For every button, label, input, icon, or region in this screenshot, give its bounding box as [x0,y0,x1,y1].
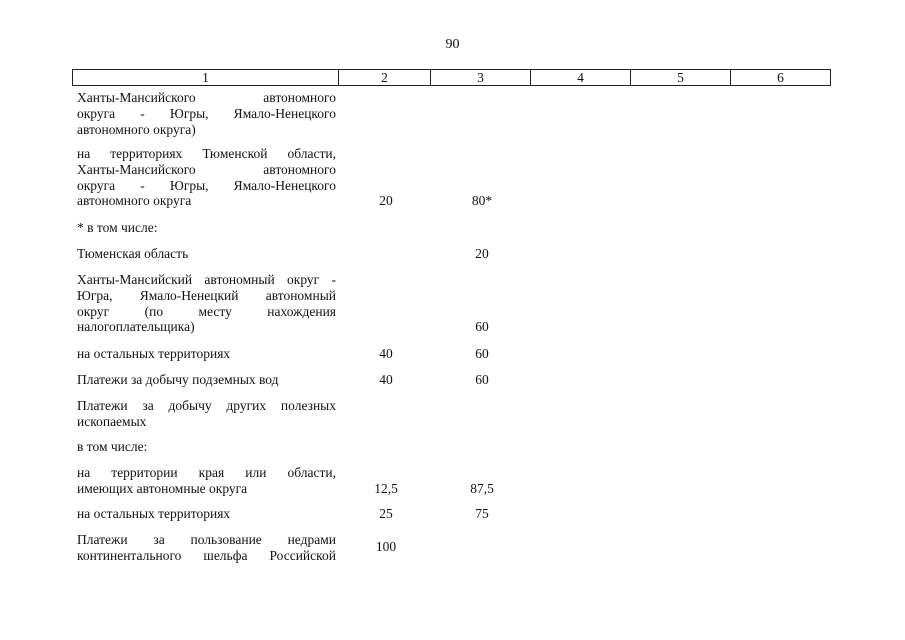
description-line: автономного округа) [77,121,196,137]
cell-col-3: 20 [475,246,489,261]
cell-col-2: 100 [375,539,397,555]
row-description [77,439,336,455]
description-line: * в том числе: [77,220,158,235]
cell-col-3: 80* [471,193,493,209]
description-line: округ (по месту нахождения [77,303,336,319]
description-line: Тюменская область [77,246,189,261]
row-description [77,465,336,497]
page-number: 90 [445,37,460,52]
cell-col-2: 40 [379,372,393,387]
cell-col-3: 75 [475,506,489,521]
header-cell-3: 3 [431,70,531,85]
description-line: на территории края или области, [77,465,336,480]
description-line: имеющих автономные округа [77,480,248,496]
description-line: Платежи за пользование недрами [77,532,336,547]
cell-col-2: 25 [379,506,393,521]
row-description [77,272,336,335]
row-description [77,506,336,522]
description-line: Платежи за добычу подземных вод [77,372,279,387]
description-line: округа - Югры, Ямало-Ненецкого [77,105,336,121]
cell-col-2: 20 [379,193,393,209]
description-line: ископаемых [77,413,147,429]
cell-col-3: 87,5 [470,480,494,496]
description-line: на остальных территориях [77,346,231,361]
description-line: на остальных территориях [77,506,231,521]
description-line: на территориях Тюменской области, [77,146,336,161]
description-line: в том числе: [77,439,148,454]
header-cell-1: 1 [73,70,339,85]
header-cell-6: 6 [777,70,784,85]
description-line: Ханты-Мансийский автономный округ - [77,272,336,287]
description-line: Ханты-Мансийского автономного [77,161,336,177]
table-header-row [72,69,831,86]
row-description [77,372,336,388]
header-cell-2: 2 [339,70,431,85]
description-line: Платежи за добычу других полезных [77,398,336,413]
row-description [77,90,336,137]
description-line: Югра, Ямало-Ненецкий автономный [77,287,336,303]
cell-col-3: 60 [475,372,489,387]
row-description [77,532,336,564]
description-line: Ханты-Мансийского автономного [77,90,336,105]
row-description [77,220,336,236]
row-description [77,246,336,262]
row-description [77,346,336,362]
description-line: автономного округа [77,193,192,209]
cell-col-2: 12,5 [374,480,398,496]
description-line: континентального шельфа Российской [77,547,336,563]
cell-col-3: 60 [475,319,489,335]
cell-col-2: 40 [379,346,393,361]
row-description [77,146,336,209]
description-line: округа - Югры, Ямало-Ненецкого [77,177,336,193]
row-description [77,398,336,430]
cell-col-3: 60 [475,346,489,361]
header-cell-4: 4 [531,70,631,85]
header-cell-5: 5 [631,70,731,85]
description-line: налогоплательщика) [77,319,195,335]
